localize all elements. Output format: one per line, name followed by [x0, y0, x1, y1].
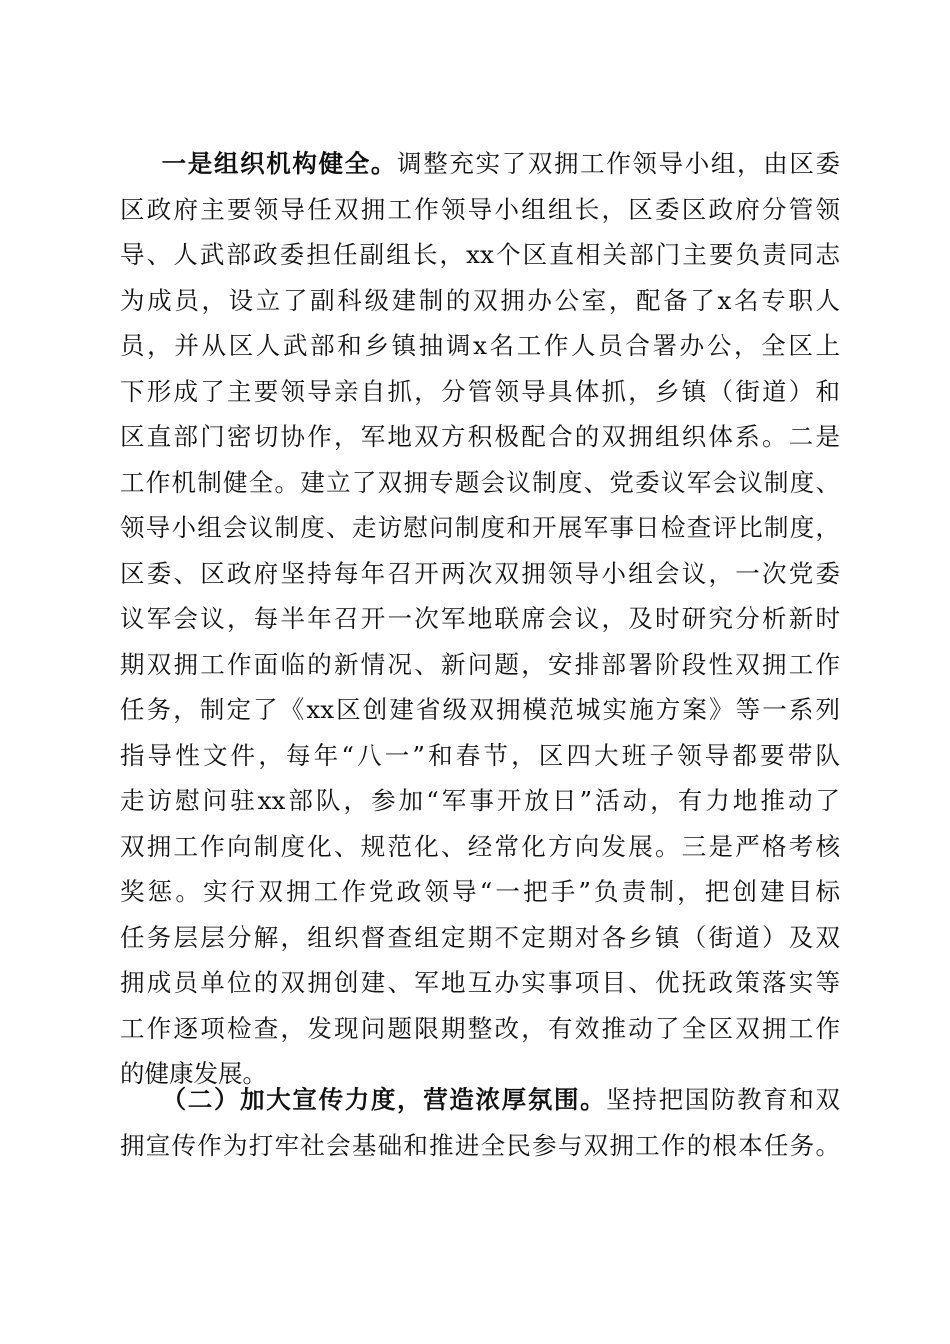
- paragraph-line: 为成员，设立了副科级建制的双拥办公室，配备了x名专职人: [120, 285, 840, 315]
- paragraph-line: 双拥工作向制度化、规范化、经常化方向发展。三是严格考核: [120, 831, 840, 861]
- paragraph-line: 任务，制定了《xx区创建省级双拥模范城实施方案》等一系列: [120, 695, 840, 724]
- paragraph-line: 拥宣传作为打牢社会基础和推进全民参与双拥工作的根本任务。: [120, 1130, 840, 1160]
- paragraph-line: 下形成了主要领导亲自抓，分管领导具体抓，乡镇（街道）和: [120, 376, 840, 406]
- section-heading: （二）加大宣传力度，营造浓厚氛围。: [160, 1085, 607, 1114]
- paragraph-line: 走访慰问驻xx部队，参加“军事开放日”活动，有力地推动了: [120, 786, 840, 815]
- paragraph-line: 拥成员单位的双拥创建、军地互办实事项目、优抚政策落实等: [120, 968, 840, 997]
- paragraph-line: 区委、区政府坚持每年召开两次双拥领导小组会议，一次党委: [120, 558, 840, 588]
- paragraph-line: 的健康发展。: [120, 1059, 267, 1088]
- paragraph-publicity: [120, 1077, 840, 1168]
- paragraph-line: 议军会议，每半年召开一次军地联席会议，及时研究分析新时: [120, 604, 840, 633]
- paragraph-lead-heading: 一是组织机构健全。: [160, 149, 398, 178]
- paragraph-organization: [120, 141, 840, 1097]
- paragraph-line: 区直部门密切协作，军地双方积极配合的双拥组织体系。二是: [120, 422, 840, 451]
- paragraph-line: 奖惩。实行双拥工作党政领导“一把手”负责制，把创建目标: [120, 877, 840, 906]
- paragraph-line: 区政府主要领导任双拥工作领导小组组长，区委区政府分管领: [120, 194, 840, 224]
- paragraph-line: 工作机制健全。建立了双拥专题会议制度、党委议军会议制度、: [120, 467, 840, 497]
- paragraph-line: 员，并从区人武部和乡镇抽调x名工作人员合署办公，全区上: [120, 331, 840, 360]
- paragraph-line: 一是组织机构健全。调整充实了双拥工作领导小组，由区委: [160, 149, 841, 178]
- paragraph-line: （二）加大宣传力度，营造浓厚氛围。坚持把国防教育和双: [160, 1085, 841, 1114]
- paragraph-line: 期双拥工作面临的新情况、新问题，安排部署阶段性双拥工作: [120, 649, 840, 679]
- paragraph-line: 导、人武部政委担任副组长，xx个区直相关部门主要负责同志: [120, 240, 840, 269]
- paragraph-line: 工作逐项检查，发现问题限期整改，有效推动了全区双拥工作: [120, 1013, 840, 1043]
- paragraph-line: 任务层层分解，组织督查组定期不定期对各乡镇（街道）及双: [120, 922, 840, 952]
- paragraph-line: 指导性文件，每年“八一”和春节，区四大班子领导都要带队: [120, 740, 840, 770]
- paragraph-line: 领导小组会议制度、走访慰问制度和开展军事日检查评比制度，: [120, 513, 840, 542]
